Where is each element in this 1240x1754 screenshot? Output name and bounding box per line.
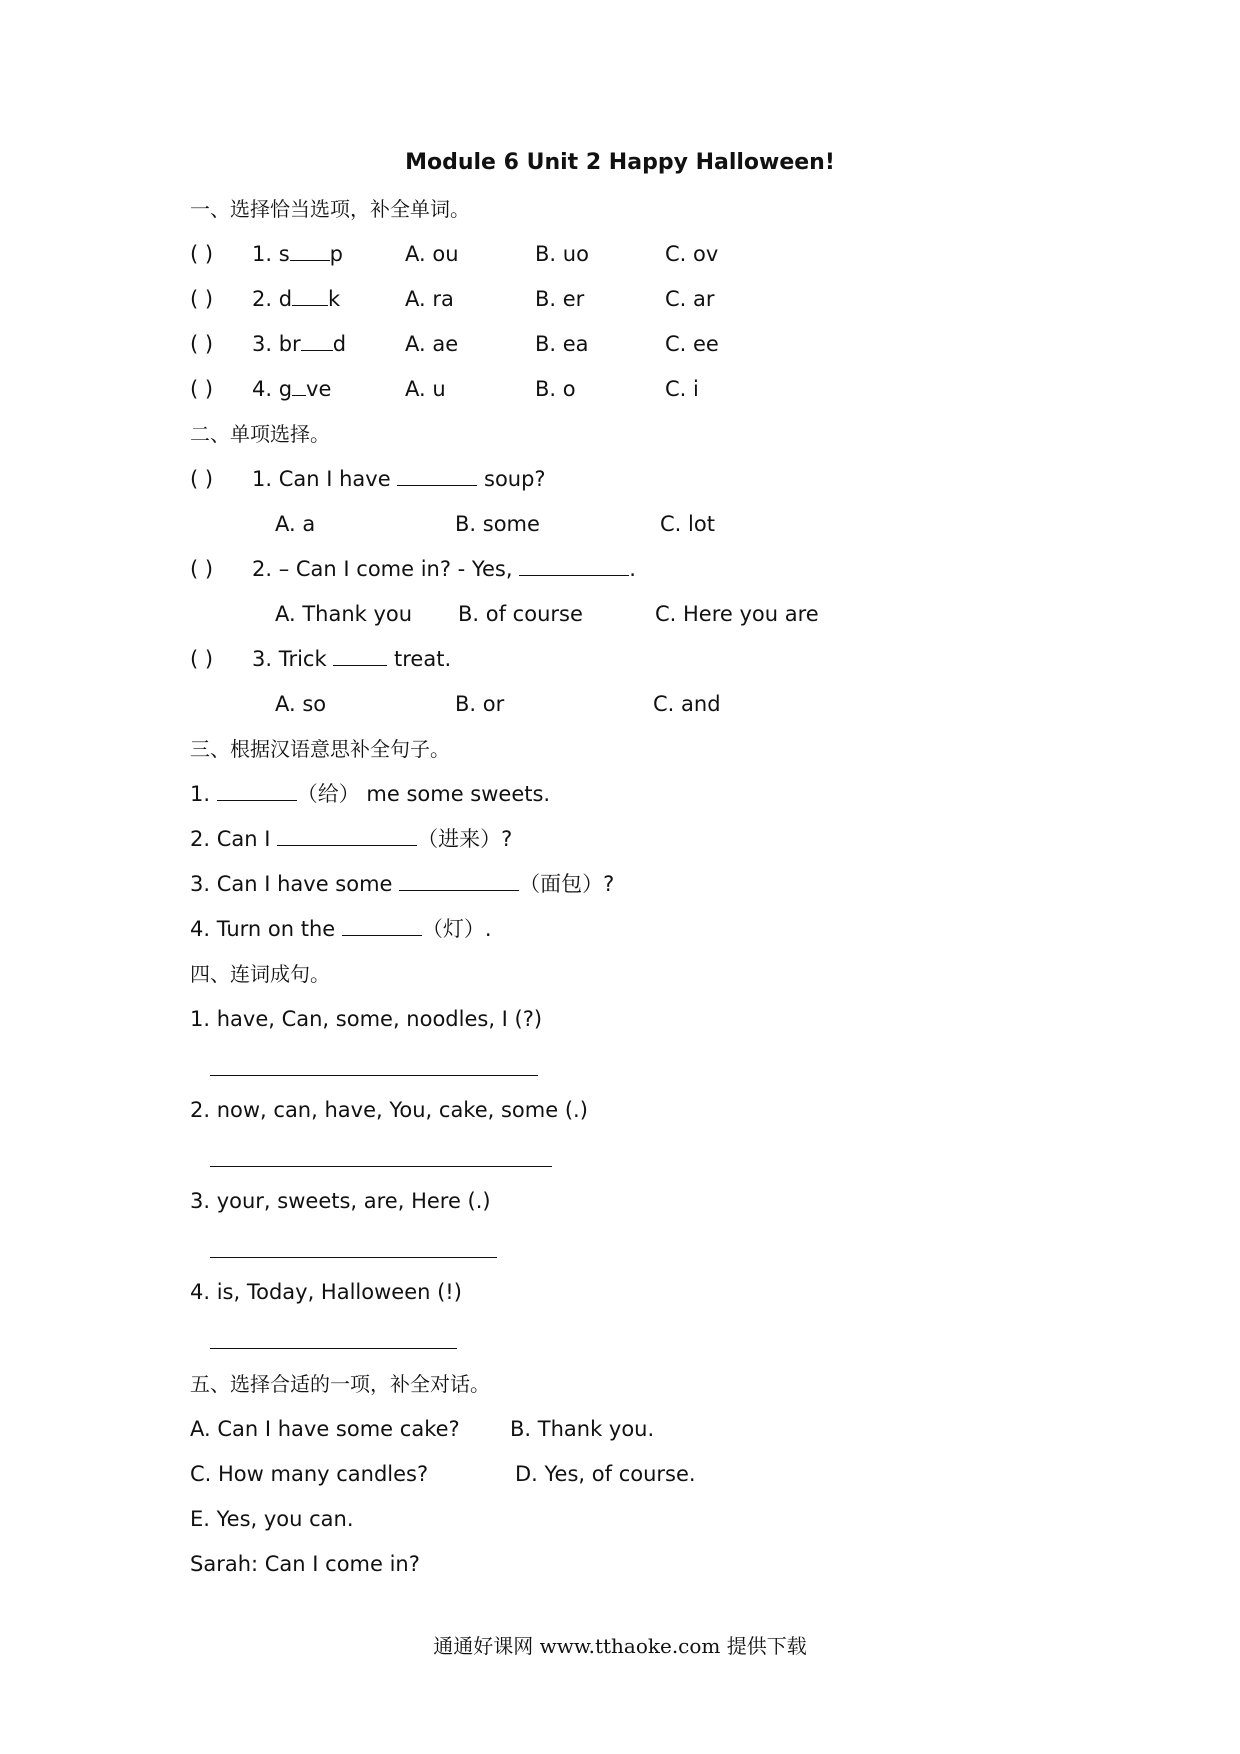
answer-paren: ( ) xyxy=(190,287,214,311)
item-text: 4. Turn on the xyxy=(190,917,336,941)
part5-option-e: E. Yes, you can. xyxy=(190,1507,354,1531)
hint: （给） xyxy=(296,782,360,806)
question-text: 2. d xyxy=(252,287,293,311)
part3-item-3 xyxy=(190,870,614,898)
option-b: B. Thank you. xyxy=(510,1417,655,1441)
blank xyxy=(277,825,417,846)
blank xyxy=(290,240,330,261)
question-text: 3. br xyxy=(252,332,301,356)
answer-paren: ( ) xyxy=(190,557,214,581)
option-b: B. or xyxy=(455,692,505,716)
blank xyxy=(292,285,328,306)
hint: （面包）? xyxy=(519,872,615,896)
option-c: C. ov xyxy=(665,242,719,266)
hint: （进来）? xyxy=(417,827,513,851)
part5-options-row-2 xyxy=(190,1460,696,1488)
item-text: 3. Can I have some xyxy=(190,872,393,896)
blank xyxy=(399,870,519,891)
question-text-end: d xyxy=(332,332,347,356)
answer-line xyxy=(210,1348,457,1349)
section-3-heading: 三、根据汉语意思补全句子。 xyxy=(190,737,450,761)
item-text: 2. Can I xyxy=(190,827,271,851)
question-text-end: treat. xyxy=(394,647,452,671)
answer-line xyxy=(210,1257,497,1258)
answer-line xyxy=(210,1166,552,1167)
blank xyxy=(301,330,333,351)
answer-paren: ( ) xyxy=(190,332,214,356)
option-c: C. ee xyxy=(665,332,719,356)
page-title: Module 6 Unit 2 Happy Halloween! xyxy=(405,150,835,175)
option-a: A. Thank you xyxy=(275,602,413,626)
dialog-line-1: Sarah: Can I come in? xyxy=(190,1552,420,1576)
section-5-heading: 五、选择合适的一项，补全对话。 xyxy=(190,1372,490,1396)
blank xyxy=(333,645,387,666)
option-c: C. ar xyxy=(665,287,715,311)
option-b: B. of course xyxy=(458,602,583,626)
answer-paren: ( ) xyxy=(190,242,214,266)
section-1-heading: 一、选择恰当选项，补全单词。 xyxy=(190,197,470,221)
option-c: C. How many candles? xyxy=(190,1462,429,1486)
section-4-heading: 四、连词成句。 xyxy=(190,962,330,986)
option-c: C. i xyxy=(665,377,699,401)
blank xyxy=(519,555,629,576)
footer-credit: 通通好课网 www.tthaoke.com 提供下载 xyxy=(433,1634,807,1658)
question-text: 4. g xyxy=(252,377,293,401)
question-text-end: ve xyxy=(306,377,332,401)
part4-item-2: 2. now, can, have, You, cake, some (.) xyxy=(190,1098,588,1122)
option-c: C. lot xyxy=(660,512,715,536)
part3-item-1 xyxy=(190,780,550,808)
option-d: D. Yes, of course. xyxy=(515,1462,696,1486)
answer-paren: ( ) xyxy=(190,647,214,671)
option-a: A. u xyxy=(405,377,446,401)
option-a: A. ou xyxy=(405,242,459,266)
question-text-end: . xyxy=(629,557,636,581)
option-b: B. uo xyxy=(535,242,589,266)
part4-item-3: 3. your, sweets, are, Here (.) xyxy=(190,1189,491,1213)
question-text-end: soup? xyxy=(484,467,546,491)
option-a: A. Can I have some cake? xyxy=(190,1417,460,1441)
option-b: B. o xyxy=(535,377,576,401)
blank xyxy=(217,780,297,801)
question-text-end: k xyxy=(328,287,341,311)
question-text: 2. – Can I come in? - Yes, xyxy=(252,557,513,581)
section-2-heading: 二、单项选择。 xyxy=(190,422,330,446)
part3-item-2 xyxy=(190,825,512,853)
option-b: B. some xyxy=(455,512,540,536)
blank xyxy=(397,465,477,486)
item-text-end: me some sweets. xyxy=(359,782,551,806)
answer-paren: ( ) xyxy=(190,467,214,491)
question-text: 1. s xyxy=(252,242,290,266)
question-text: 1. Can I have xyxy=(252,467,391,491)
item-text: 1. xyxy=(190,782,211,806)
hint: （灯）. xyxy=(421,917,492,941)
answer-line xyxy=(210,1075,538,1076)
option-b: B. ea xyxy=(535,332,589,356)
option-a: A. ae xyxy=(405,332,459,356)
answer-paren: ( ) xyxy=(190,377,214,401)
question-text: 3. Trick xyxy=(252,647,327,671)
question-text-end: p xyxy=(329,242,343,266)
option-a: A. ra xyxy=(405,287,454,311)
blank xyxy=(292,375,306,396)
option-b: B. er xyxy=(535,287,585,311)
option-a: A. so xyxy=(275,692,327,716)
option-a: A. a xyxy=(275,512,316,536)
option-c: C. Here you are xyxy=(655,602,819,626)
part3-item-4 xyxy=(190,915,492,943)
part5-options-row-1 xyxy=(190,1415,655,1443)
blank xyxy=(342,915,422,936)
option-c: C. and xyxy=(653,692,721,716)
part4-item-1: 1. have, Can, some, noodles, I (?) xyxy=(190,1007,543,1031)
part4-item-4: 4. is, Today, Halloween (!) xyxy=(190,1280,462,1304)
